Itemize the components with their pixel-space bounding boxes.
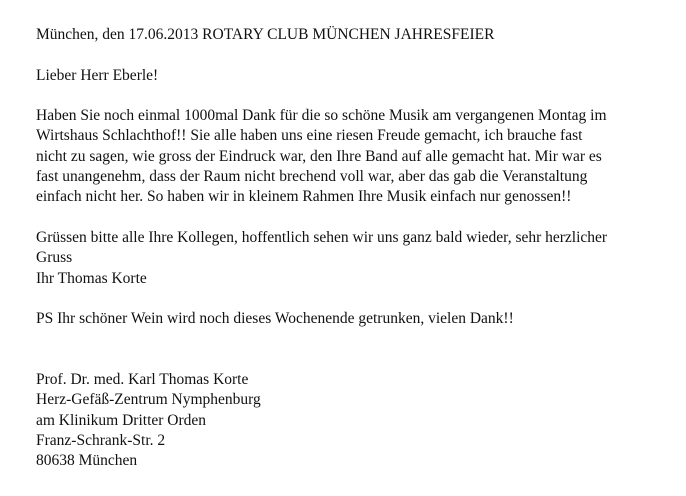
spacer [36, 45, 666, 65]
greeting-line: Grüssen bitte alle Ihre Kollegen, hoffentlich sehen wir uns ganz bald wieder, sehr herzlicher [36, 228, 608, 246]
signature-line: am Klinikum Dritter Orden [36, 411, 207, 429]
body-line: Wirtshaus Schlachthof!! Sie alle haben uns eine riesen Freude gemacht, ich brauche fast [36, 127, 583, 145]
spacer [36, 86, 666, 106]
signature-line: Franz-Schrank-Str. 2 [36, 431, 166, 449]
body-line: fast unangenehm, dass der Raum nicht brechend voll war, aber das gab die Veranstaltung [36, 168, 588, 186]
greeting-line: Ihr Thomas Korte [36, 269, 147, 287]
signature-block [36, 370, 666, 471]
body-line: Haben Sie noch einmal 1000mal Dank für die so schöne Musik am vergangenen Montag im [36, 107, 607, 125]
closing-greeting [36, 228, 666, 289]
body-line: einfach nicht her. So haben wir in kleinem Rahmen Ihre Musik einfach nur genossen!! [36, 188, 572, 206]
signature-line: 80638 München [36, 452, 138, 470]
spacer [36, 289, 666, 309]
letter-body [36, 106, 666, 207]
signature-line: Herz-Gefäß-Zentrum Nymphenburg [36, 391, 261, 409]
postscript: PS Ihr schöner Wein wird noch dieses Wochenende getrunken, vielen Dank!! [36, 310, 514, 328]
greeting-line: Gruss [36, 249, 73, 267]
letter-header: München, den 17.06.2013 ROTARY CLUB MÜNCHEN JAHRESFEIER [36, 26, 495, 43]
signature-name: Prof. Dr. med. Karl Thomas Korte [36, 371, 249, 389]
spacer [36, 329, 666, 370]
body-line: nicht zu sagen, wie gross der Eindruck war, den Ihre Band auf alle gemacht hat. Mir war es [36, 147, 602, 165]
spacer [36, 208, 666, 228]
salutation: Lieber Herr Eberle! [36, 66, 159, 84]
